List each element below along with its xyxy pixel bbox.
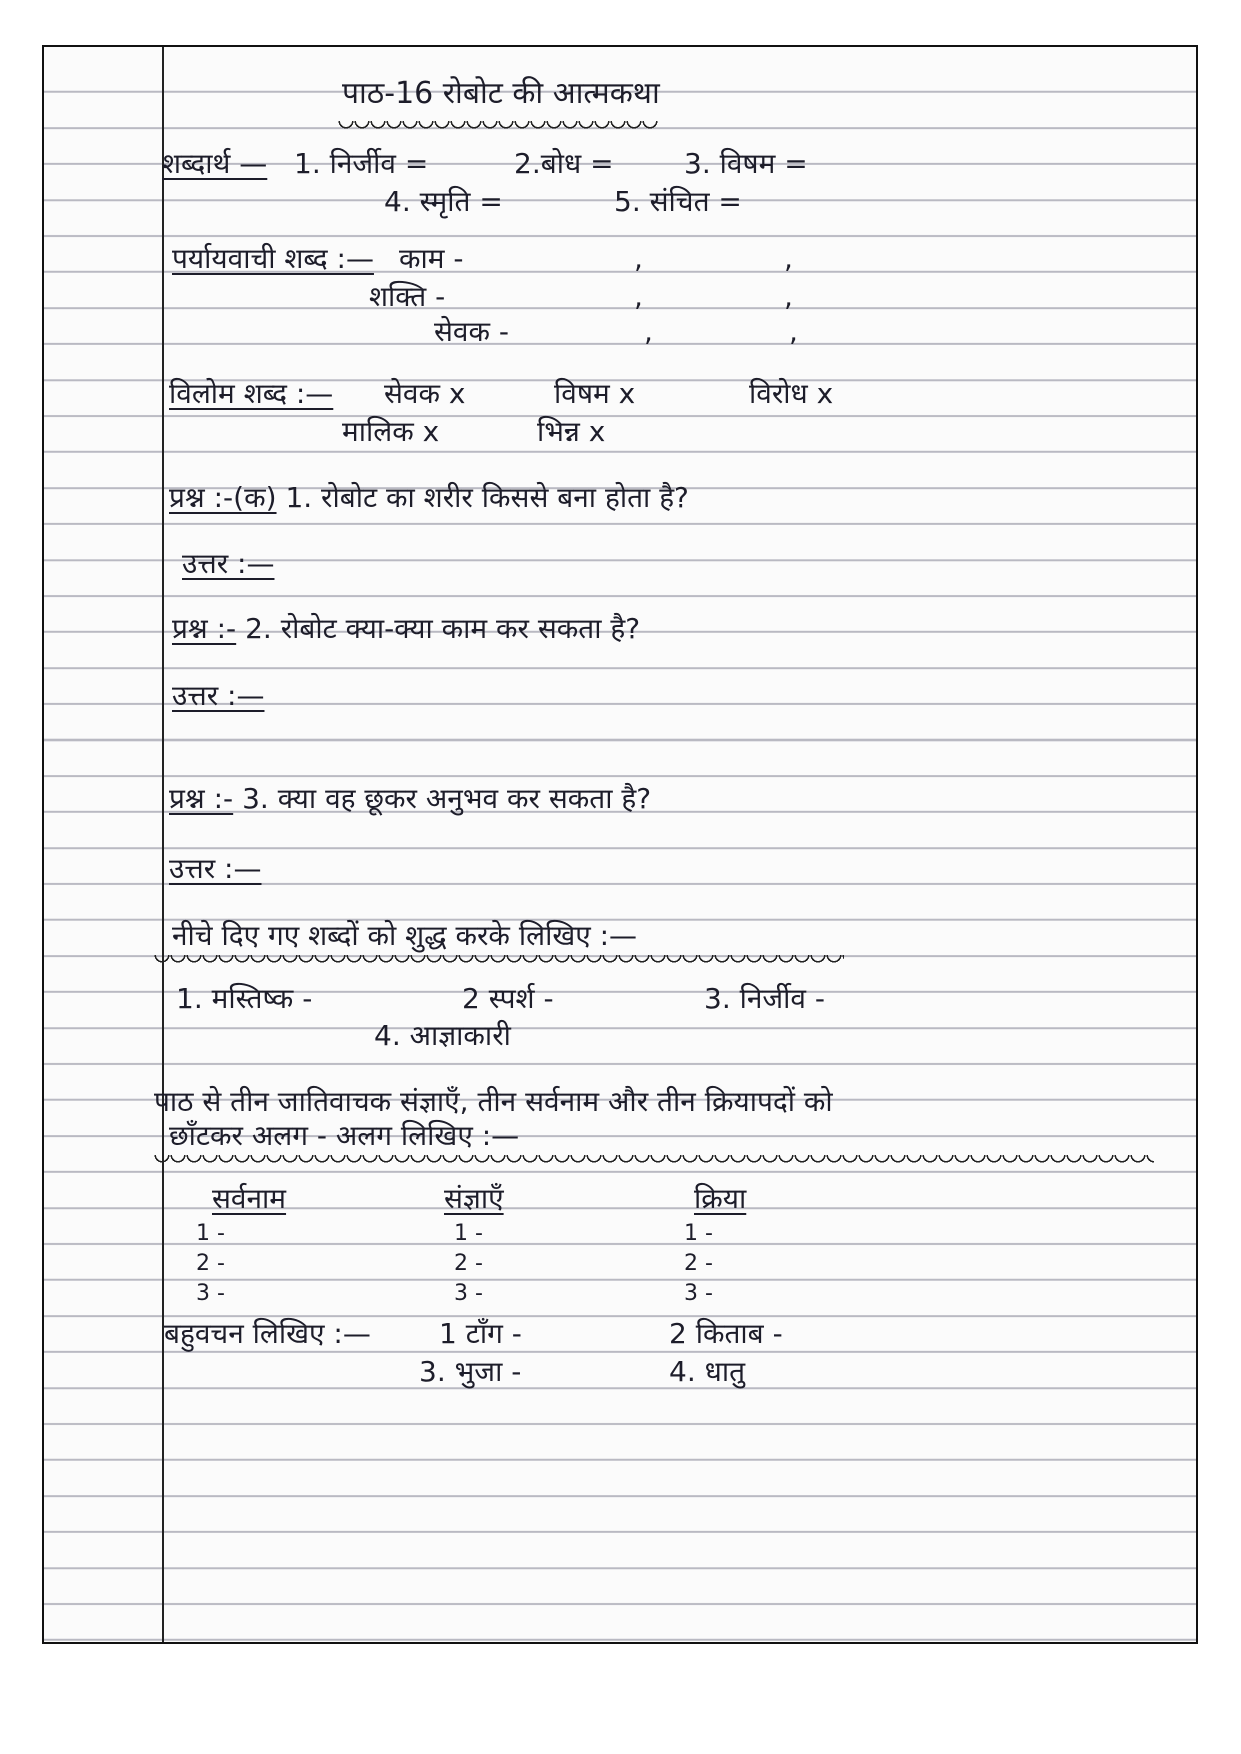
pos-header-noun: संज्ञाएँ (444, 1182, 504, 1215)
plural-item: 3. भुजा - (419, 1355, 522, 1388)
answer-3-label: उत्तर :— (169, 852, 262, 885)
synonym-item: शक्ति - (369, 280, 446, 313)
pos-cell: 1 - (684, 1221, 713, 1246)
synonym-item: सेवक - (434, 315, 510, 348)
antonym-item: भिन्न x (537, 415, 606, 448)
correct-word-item: 3. निर्जीव - (704, 982, 826, 1015)
antonyms-label: विलोम शब्द :— (169, 377, 334, 410)
antonym-item: सेवक x (384, 377, 466, 410)
correct-word-item: 4. आज्ञाकारी (374, 1019, 511, 1052)
plural-item: 4. धातु (669, 1355, 746, 1388)
pos-header-pronoun: सर्वनाम (212, 1182, 287, 1215)
pos-cell: 3 - (684, 1281, 713, 1306)
synonym-comma: , (634, 280, 643, 313)
worksheet-page (42, 45, 1198, 1644)
synonym-comma: , (634, 242, 643, 275)
meanings-label: शब्दार्थ — (162, 147, 268, 180)
question-1-prefix: प्रश्न :-(क) (169, 481, 277, 514)
question-3-prefix: प्रश्न :- (169, 782, 234, 815)
question-3 (169, 782, 651, 816)
antonym-item: मालिक x (342, 415, 440, 448)
plural-label: बहुवचन लिखिए :— (164, 1317, 371, 1350)
page-title: पाठ-16 रोबोट की आत्मकथा (342, 76, 660, 111)
question-2-prefix: प्रश्न :- (172, 612, 237, 645)
pos-cell: 1 - (454, 1221, 483, 1246)
synonym-item: काम - (399, 242, 464, 275)
pos-cell: 1 - (196, 1221, 225, 1246)
pos-instruction-line1: पाठ से तीन जातिवाचक संज्ञाएँ, तीन सर्वनाम और तीन क्रियापदों को (154, 1085, 833, 1118)
synonym-comma: , (644, 315, 653, 348)
correct-word-item: 1. मस्तिष्क - (176, 982, 313, 1015)
meaning-item: 1. निर्जीव = (294, 147, 429, 180)
correct-words-instruction: नीचे दिए गए शब्दों को शुद्ध करके लिखिए :— (172, 919, 638, 952)
question-3-text: 3. क्या वह छूकर अनुभव कर सकता है? (242, 782, 652, 815)
margin-line (162, 47, 164, 1642)
answer-1-label: उत्तर :— (182, 547, 275, 580)
instruction-wavy-underline (154, 955, 844, 965)
antonym-item: विरोध x (749, 377, 834, 410)
pos-header-verb: क्रिया (694, 1182, 747, 1215)
synonyms-label: पर्यायवाची शब्द :— (172, 242, 374, 275)
answer-2-label: उत्तर :— (172, 679, 265, 712)
synonym-comma: , (784, 242, 793, 275)
question-1 (169, 481, 689, 515)
correct-word-item: 2 स्पर्श - (462, 982, 554, 1015)
title-wavy-underline (338, 121, 658, 131)
plural-item: 2 किताब - (669, 1317, 783, 1350)
plural-item: 1 टाँग - (439, 1317, 522, 1350)
question-1-text: 1. रोबोट का शरीर किससे बना होता है? (285, 481, 689, 514)
antonym-item: विषम x (554, 377, 636, 410)
pos-cell: 2 - (454, 1251, 483, 1276)
question-2 (172, 612, 640, 646)
pos-cell: 3 - (196, 1281, 225, 1306)
meaning-item: 2.बोध = (514, 147, 614, 180)
pos-cell: 2 - (196, 1251, 225, 1276)
pos-instruction-line2: छाँटकर अलग - अलग लिखिए :— (169, 1119, 520, 1152)
pos-wavy-underline (154, 1155, 1154, 1165)
meaning-item: 5. संचित = (614, 185, 742, 218)
meaning-item: 4. स्मृति = (384, 185, 503, 218)
synonym-comma: , (784, 280, 793, 313)
pos-cell: 3 - (454, 1281, 483, 1306)
pos-cell: 2 - (684, 1251, 713, 1276)
synonym-comma: , (789, 315, 798, 348)
question-2-text: 2. रोबोट क्या-क्या काम कर सकता है? (245, 612, 641, 645)
meaning-item: 3. विषम = (684, 147, 808, 180)
